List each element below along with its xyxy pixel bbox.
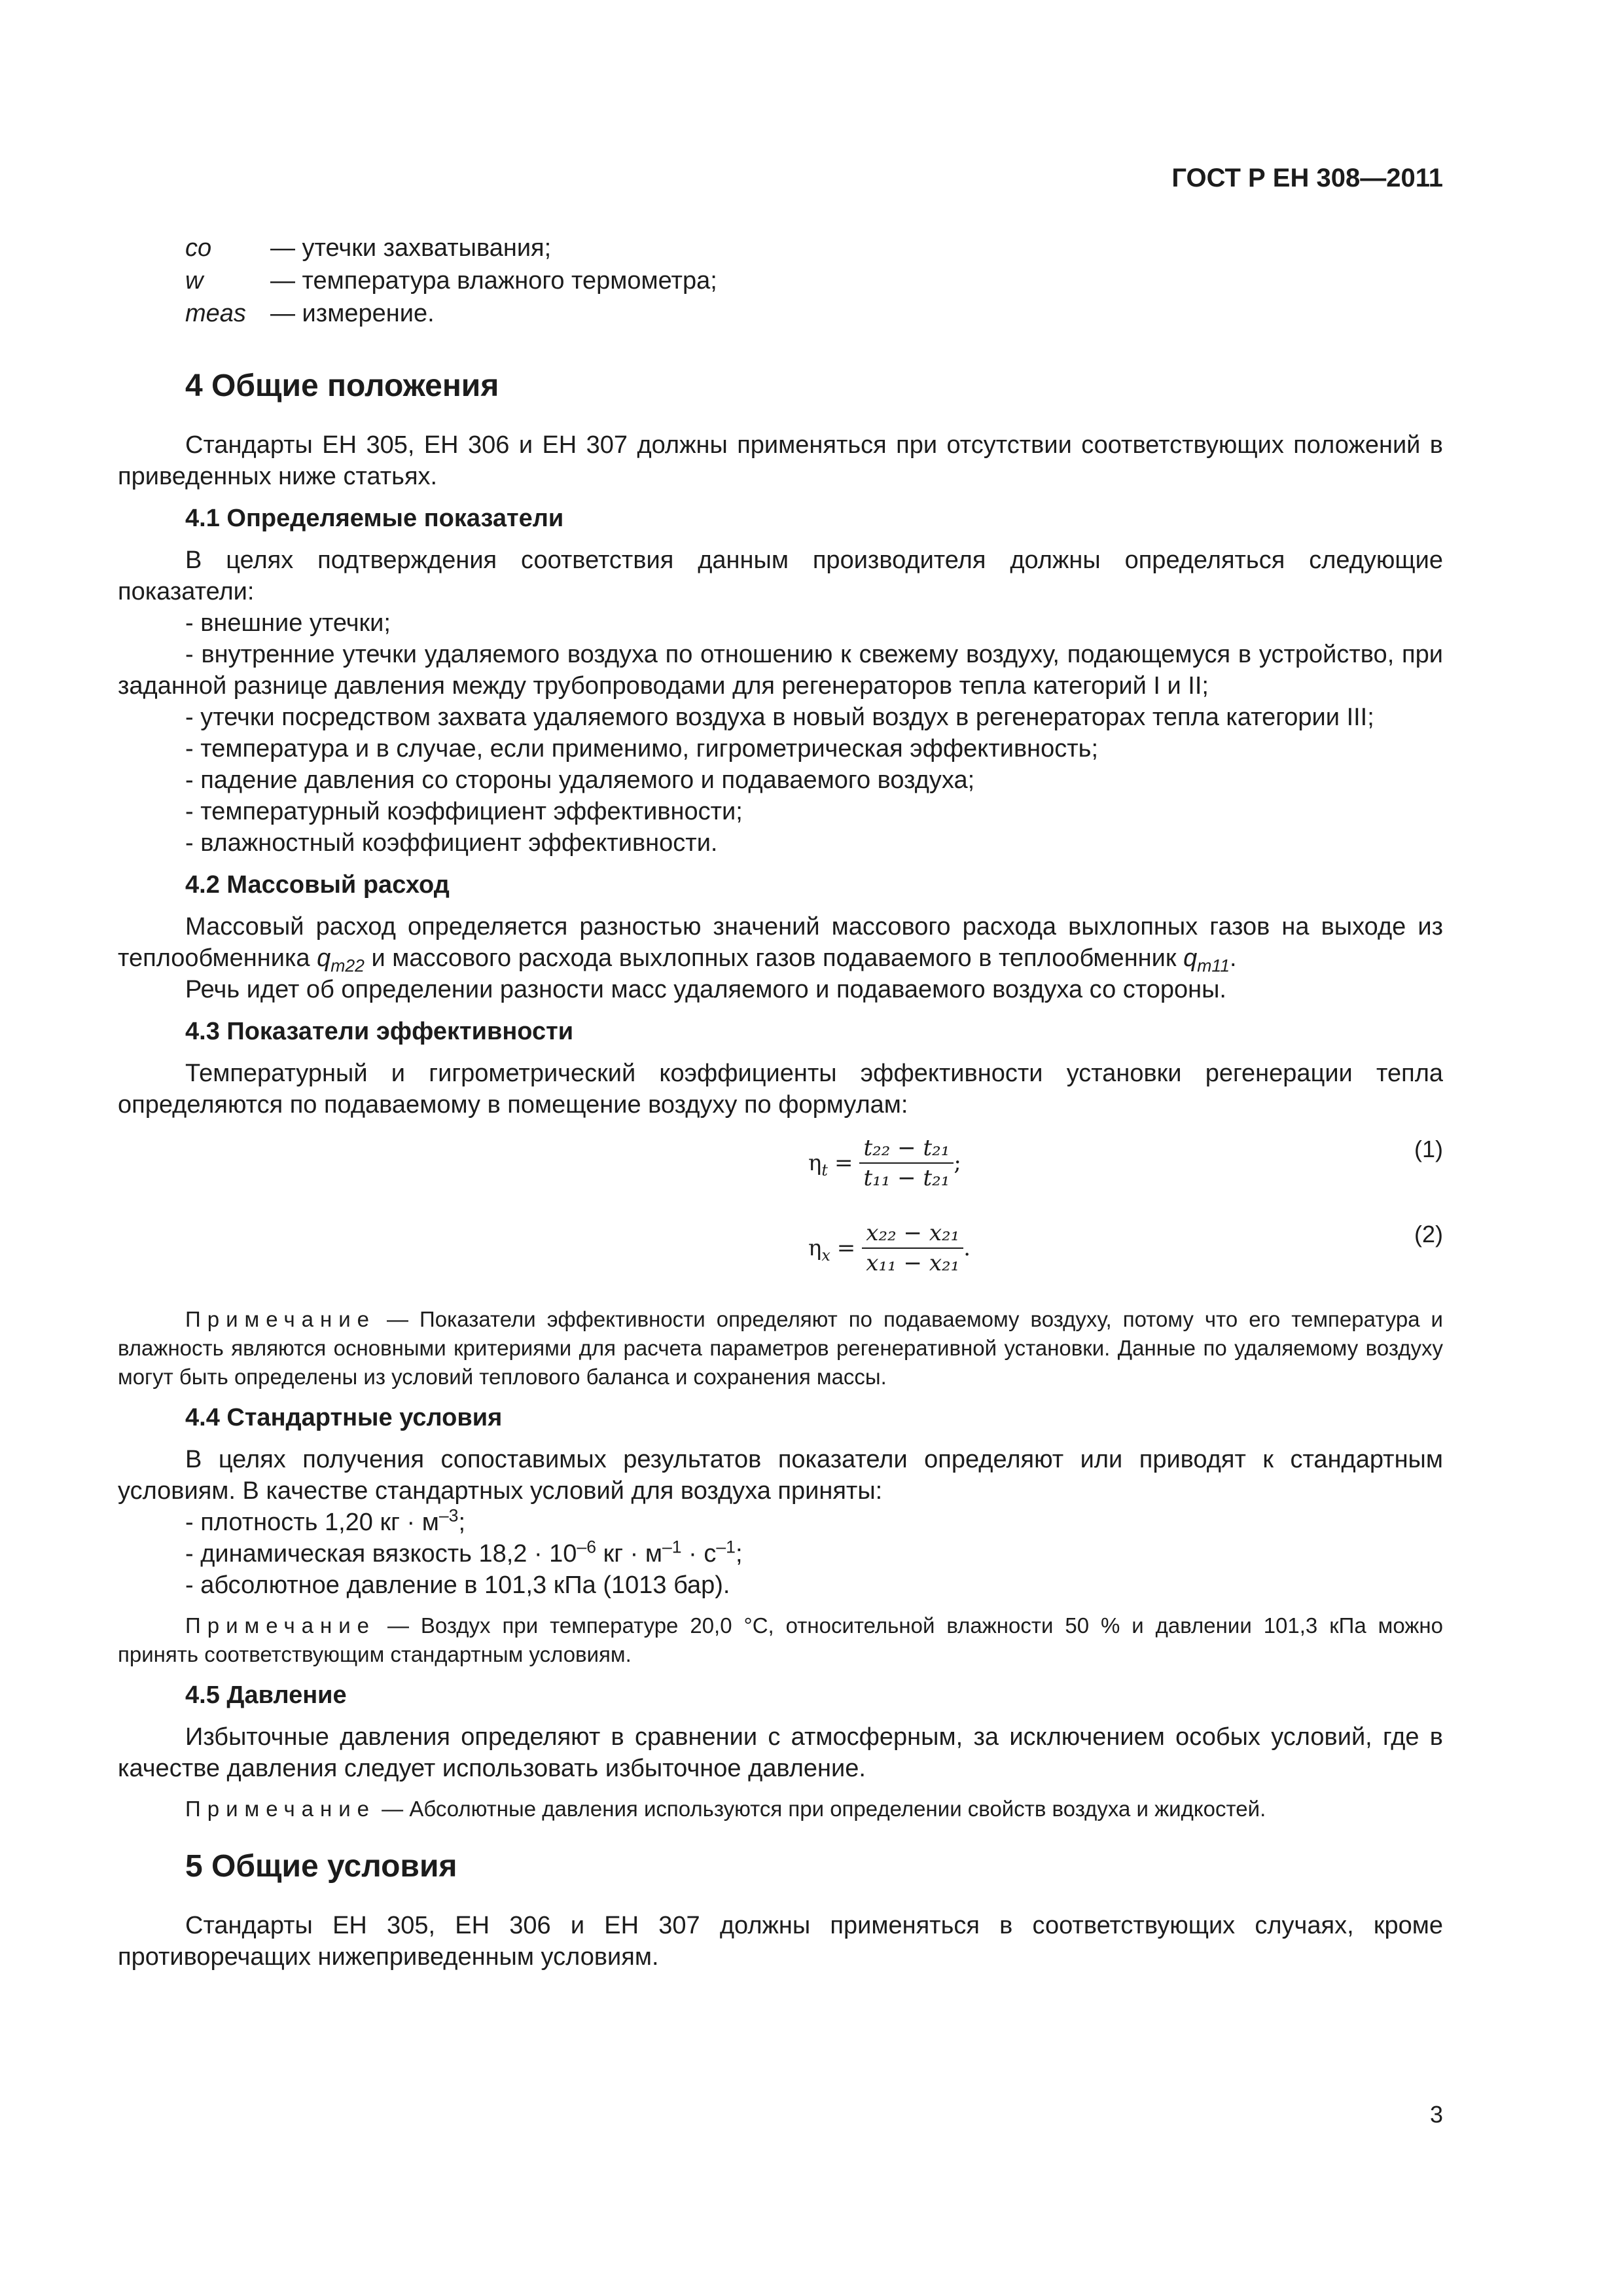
symbol-desc: — измерение. <box>270 300 435 327</box>
section-4-2-paragraph-2: Речь идет об определении разности масс удаляемого и подаваемого воздуха со стороны. <box>185 976 1226 1003</box>
section-4-5-paragraph: Избыточные давления определяют в сравнении с атмосферным, за исключением особых условий, где в качестве давления следует использовать избыточное давление. <box>118 1723 1443 1782</box>
formula-2: $\eta_x$ = $\frac{\text{x₂₂ − x₂₁}}{\text{x₁₁ − x₂₁}}$ . (2) <box>808 1220 1443 1276</box>
list-item: - температура и в случае, если применимо, гигрометрическая эффективность; <box>185 735 1099 762</box>
document-header: ГОСТ Р ЕН 308—2011 <box>1171 164 1443 192</box>
formula-denominator: t₁₁ − t₂₁ <box>863 1165 950 1191</box>
section-4-3-intro: Температурный и гигрометрический коэффициенты эффективности установки регенерации тепла определяются по подаваемому в помещение воздуху по формулам: <box>118 1060 1443 1119</box>
list-item: - влажностный коэффициент эффективности. <box>185 829 718 857</box>
list-item: - внешние утечки; <box>185 609 391 637</box>
note-4-4: Примечание — Воздух при температуре 20,0 °С, относительной влажности 50 % и давлении 101,3 кПа можно принять соответствующим стандартным условиям. <box>118 1613 1443 1666</box>
section-4-2-title: 4.2 Массовый расход <box>185 871 450 899</box>
symbols-list <box>185 232 717 330</box>
section-4-3-title: 4.3 Показатели эффективности <box>185 1018 574 1045</box>
symbol-desc: — утечки захватывания; <box>270 234 552 262</box>
symbol: co <box>185 234 212 262</box>
symbol-row <box>185 232 717 264</box>
list-item: - внутренние утечки удаляемого воздуха по отношению к свежему воздуху, подающемуся в устройство, при заданной разнице давления между трубопроводами для регенераторов тепла категорий I и II; <box>118 641 1443 700</box>
list-item: - утечки посредством захвата удаляемого воздуха в новый воздух в регенераторах тепла категории III; <box>185 704 1374 731</box>
formula-numerator: x₂₂ − x₂₁ <box>862 1219 963 1249</box>
section-4-1-intro: В целях подтверждения соответствия данным производителя должны определяться следующие показатели: <box>118 547 1443 605</box>
list-item: - температурный коэффициент эффективности; <box>185 798 743 825</box>
formula-number: (2) <box>1414 1221 1443 1247</box>
formula-numerator: t₂₂ − t₂₁ <box>859 1134 954 1164</box>
symbol-row <box>185 297 717 330</box>
section-4-title: 4 Общие положения <box>185 368 499 403</box>
formula-denominator: x₁₁ − x₂₁ <box>866 1250 960 1276</box>
section-4-2-paragraph: Массовый расход определяется разностью значений массового расхода выхлопных газов на выходе из теплообменника $q_{m22}$ и массового расхода выхлопных газов подаваемого в теплообменник $q_{m11}$. <box>118 913 1443 976</box>
section-5-paragraph: Стандарты ЕН 305, ЕН 306 и ЕН 307 должны применяться в соответствующих случаях, кроме противоречащих нижеприведенным условиям. <box>118 1912 1443 1971</box>
list-item: - динамическая вязкость $18,2 \cdot 10^{-6}$ кг · $м^{-1} \cdot с^{-1}$; <box>185 1537 743 1568</box>
section-4-intro: Стандарты ЕН 305, ЕН 306 и ЕН 307 должны применяться при отсутствии соответствующих положений в приведенных ниже статьях. <box>118 431 1443 490</box>
symbol-desc: — температура влажного термометра; <box>270 267 717 295</box>
symbol: meas <box>185 300 246 327</box>
note-4-5: Примечание — Абсолютные давления используются при определении свойств воздуха и жидкостей. <box>185 1797 1266 1821</box>
list-item: - плотность 1,20 кг · $м^{-3}$; <box>185 1505 466 1536</box>
symbol: w <box>185 267 204 295</box>
formula-number: (1) <box>1414 1136 1443 1162</box>
section-4-4-intro: В целях получения сопоставимых результатов показатели определяют или приводят к стандартным условиям. В качестве стандартных условий для воздуха приняты: <box>118 1446 1443 1505</box>
section-5-title: 5 Общие условия <box>185 1849 457 1884</box>
list-item: - абсолютное давление в 101,3 кПа (1013 бар). <box>185 1571 730 1599</box>
page-number: 3 <box>1429 2101 1443 2128</box>
formula-1: $\eta_t$ = $\frac{\text{t₂₂ − t₂₁}}{\text{t₁₁ − t₂₁}}$ ; (1) <box>808 1135 1443 1191</box>
symbol-row <box>185 264 717 297</box>
section-4-4-title: 4.4 Стандартные условия <box>185 1404 503 1431</box>
note-4-3: Примечание — Показатели эффективности определяют по подаваемому воздуху, потому что его температура и влажность являются основными критериями для расчета параметров регенеративной установки. Данные по удаляемому воздуху могут быть определены из условий теплового баланса и сохранения массы. <box>118 1307 1443 1389</box>
section-4-1-title: 4.1 Определяемые показатели <box>185 505 564 532</box>
list-item: - падение давления со стороны удаляемого и подаваемого воздуха; <box>185 766 975 794</box>
document-body <box>118 367 1443 1973</box>
section-4-5-title: 4.5 Давление <box>185 1681 347 1709</box>
